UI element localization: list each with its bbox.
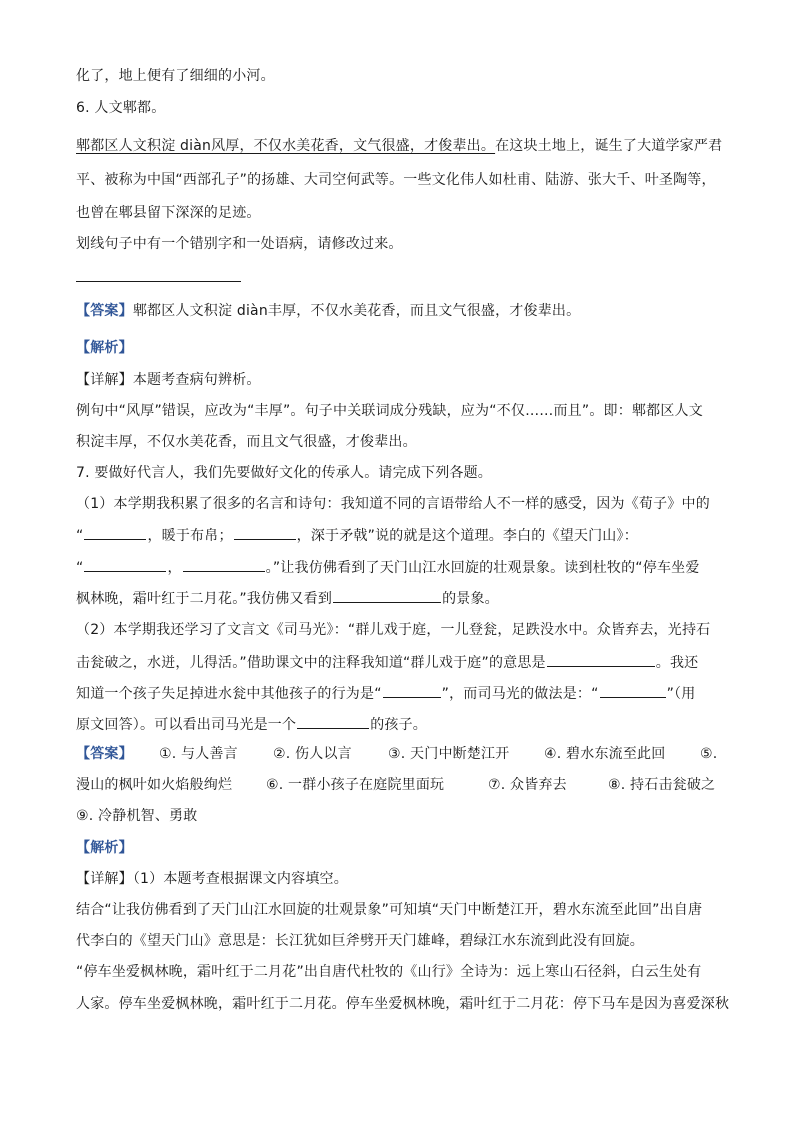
text-line: 平、被称为中国“西部孔子”的扬雄、大司空何武等。一些文化伟人如杜甫、陆游、张大千、叶圣陶等， [76, 172, 716, 188]
text-fragment: 。我还 [655, 655, 699, 671]
answer-item: ⑨. 冷静机智、勇敢 [76, 808, 198, 824]
fill-blank [183, 557, 265, 572]
answer-line [76, 301, 580, 321]
text-line: （1）本学期我积累了很多的名言和诗句：我知道不同的言语带给人不一样的感受，因为《荀子》中的 [76, 496, 710, 512]
fill-blank [600, 683, 666, 698]
answer-item: ⑤. [700, 746, 718, 762]
text-line [76, 557, 700, 578]
answer-item: ③. 天门中断楚江开 [388, 746, 510, 762]
answer-item: ⑥. 一群小孩子在庭院里面玩 [266, 777, 445, 793]
answer-item: ④. 碧水东流至此回 [544, 746, 666, 762]
analysis-line [76, 838, 133, 858]
answer-blank-line [76, 281, 241, 282]
text-line: 结合“让我仿佛看到了天门山江水回旋的壮观景象”可知填“天门中断楚江开，碧水东流至此回”出自唐 [76, 902, 703, 918]
fill-blank [383, 683, 441, 698]
answer-item: ⑦. 众皆弃去 [488, 777, 567, 793]
text-fragment: 原文回答）。可以看出司马光是一个 [76, 717, 297, 733]
fill-blank [234, 525, 296, 540]
text-line: 人家。停车坐爱枫林晚，霜叶红于二月花。停车坐爱枫林晚，霜叶红于二月花：停下马车是因为喜爱深秋 [76, 996, 730, 1012]
text-line [76, 714, 427, 735]
answer-tag: 【答案】 [76, 746, 133, 762]
answer-item: ①. 与人善言 [159, 746, 238, 762]
text-fragment: ，暖于布帛； [147, 528, 233, 544]
question-prompt: 划线句子中有一个错别字和一处语病，请修改过来。 [76, 236, 403, 252]
detail-tag: 【详解】 [76, 871, 133, 887]
answer-item: ②. 伤人以言 [273, 746, 352, 762]
text-line [76, 525, 638, 546]
text-line: “停车坐爱枫林晚，霜叶红于二月花”出自唐代杜牧的《山行》全诗为：远上寒山石径斜，白云生处有 [76, 964, 702, 980]
answer-text: 郫都区人文积淀 diàn丰厚，不仅水美花香，而且文气很盛，才俊辈出。 [132, 303, 581, 319]
detail-line [76, 370, 261, 390]
text-fragment: “ [76, 560, 84, 576]
text-fragment: 的孩子。 [370, 717, 428, 733]
fill-blank [297, 714, 369, 729]
fill-blank [333, 588, 441, 603]
question-6-heading: 6. 人文郫都。 [76, 100, 166, 116]
text-line: （2）本学期我还学习了文言文《司马光》：“群儿戏于庭，一儿登瓮，足跌没水中。众皆弃去，光持石 [76, 622, 711, 638]
detail-line [76, 869, 348, 889]
text-line: 积淀丰厚，不仅水美花香，而且文气很盛，才俊辈出。 [76, 434, 417, 450]
text-fragment: 枫林晚，霜叶红于二月花。”我仿佛又看到 [76, 591, 333, 607]
answer-line [76, 775, 716, 795]
detail-text: （1）本题考查根据课文内容填空。 [132, 871, 348, 887]
text-line: 也曾在郫县留下深深的足迹。 [76, 205, 261, 221]
detail-tag: 【详解】 [76, 372, 133, 388]
detail-text: 本题考查病句辨析。 [132, 372, 261, 388]
text-fragment: 。”让我仿佛看到了天门山江水回旋的壮观景象。读到杜牧的“停车坐爱 [265, 560, 700, 576]
text-fragment: 知道一个孩子失足掉进水瓮中其他孩子的行为是“ [76, 686, 382, 702]
text-fragment: “ [76, 528, 84, 544]
answer-item: 漫山的枫叶如火焰般绚烂 [76, 777, 233, 793]
analysis-tag: 【解析】 [76, 340, 133, 356]
answer-tag: 【答案】 [76, 303, 133, 319]
fill-blank [84, 525, 146, 540]
text-fragment: ”，而司马光的做法是：“ [441, 686, 599, 702]
text-fragment: ”（用 [666, 686, 696, 702]
text-fragment: 的景象。 [442, 591, 499, 607]
analysis-line [76, 338, 133, 358]
question-7-heading: 7. 要做好代言人，我们先要做好文化的传承人。请完成下列各题。 [76, 465, 493, 481]
text-line: 化了，地上便有了细细的小河。 [76, 68, 275, 84]
text-fragment: ，深于矛戟”说的就是这个道理。李白的《望天门山》： [296, 528, 638, 544]
text-line [76, 683, 695, 704]
fill-blank [547, 652, 655, 667]
text-line: 代李白的《望天门山》意思是：长江犹如巨斧劈开天门雄峰，碧绿江水东流到此没有回旋。 [76, 933, 644, 949]
text-line: 例句中“风厚”错误，应改为“丰厚”。句子中关联词成分残缺，应为“不仅……而且”。即：郫都区人文 [76, 403, 703, 419]
answer-line [76, 806, 197, 826]
fill-blank [84, 557, 166, 572]
answer-item: ⑧. 持石击瓮破之 [608, 777, 716, 793]
answer-line [76, 744, 718, 764]
text-fragment: 在这块土地上，诞生了大道学家严君 [495, 138, 723, 154]
analysis-tag: 【解析】 [76, 840, 133, 856]
text-line [76, 136, 722, 156]
text-fragment: ， [167, 560, 182, 576]
text-line [76, 588, 499, 609]
text-fragment: 击瓮破之，水迸，儿得活。”借助课文中的注释我知道“群儿戏于庭”的意思是 [76, 655, 546, 671]
text-line [76, 652, 698, 673]
underlined-sentence: 郫都区人文积淀 diàn风厚，不仅水美花香，文气很盛，才俊辈出。 [76, 138, 496, 154]
